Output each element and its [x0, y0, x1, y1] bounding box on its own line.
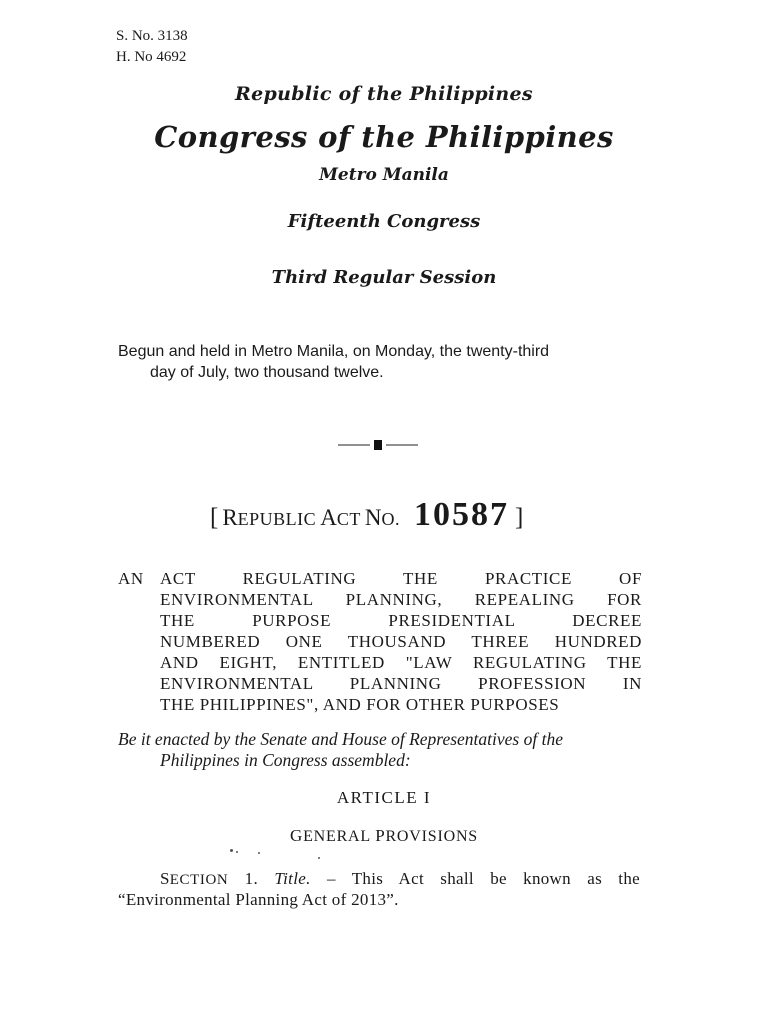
ra-label-r: R	[222, 505, 238, 530]
article-subheading	[0, 826, 768, 846]
ornament-divider-icon	[334, 438, 422, 452]
scan-speck	[230, 849, 233, 852]
senate-bill-number: S. No. 3138	[116, 28, 188, 44]
subheading-cap-p: P	[375, 826, 386, 845]
scan-speck	[258, 852, 260, 854]
act-title-line: ENVIRONMENTAL PLANNING, REPEALING FOR	[160, 590, 642, 609]
article-heading: ARTICLE I	[336, 788, 432, 807]
act-title-line: ACT REGULATING THE PRACTICE OF	[160, 569, 642, 588]
act-title	[160, 568, 642, 715]
republic-act-number: 10587	[413, 496, 509, 533]
congress-heading: Congress of the Philippines	[154, 120, 614, 154]
subheading-rovisions: ROVISIONS	[385, 828, 478, 845]
ra-label-a: A	[320, 505, 337, 530]
section-1-line-2: “Environmental Planning Act of 2013”.	[118, 890, 399, 909]
section-text: – This Act shall be known as the	[326, 869, 640, 888]
section-label-cap: S	[160, 869, 170, 888]
ra-label-epublic: EPUBLIC	[237, 509, 317, 529]
ra-label-n: N	[364, 505, 382, 530]
scan-speck	[236, 851, 238, 853]
act-title-line: ENVIRONMENTAL PLANNING PROFESSION IN	[160, 674, 642, 693]
act-title-line: THE PHILIPPINES", AND FOR OTHER PURPOSES	[160, 695, 560, 714]
congress-number-heading: Fifteenth Congress	[287, 211, 481, 232]
opening-line-2: day of July, two thousand twelve.	[150, 364, 384, 381]
ra-label-ct: CT	[336, 509, 361, 529]
bracket-open: [	[210, 504, 219, 531]
act-title-line: NUMBERED ONE THOUSAND THREE HUNDRED	[160, 632, 642, 651]
scan-speck	[318, 857, 320, 859]
section-heading: Title.	[274, 869, 311, 888]
act-title-line: AND EIGHT, ENTITLED "LAW REGULATING THE	[160, 653, 642, 672]
subheading-eneral: ENERAL	[303, 828, 376, 845]
session-heading: Third Regular Session	[271, 267, 497, 288]
enacting-clause-line-1: Be it enacted by the Senate and House of Representatives of the	[118, 729, 563, 749]
subheading-cap-g: G	[290, 826, 304, 845]
house-bill-number: H. No 4692	[116, 49, 187, 65]
enacting-clause-line-2: Philippines in Congress assembled:	[160, 750, 411, 770]
opening-line-1: Begun and held in Metro Manila, on Monday, the twenty-third	[118, 343, 550, 360]
section-number: 1.	[244, 869, 259, 888]
act-title-line: THE PURPOSE PRESIDENTIAL DECREE	[160, 611, 642, 630]
section-label-rest: ECTION	[169, 872, 229, 888]
republic-act-number-line	[210, 496, 523, 534]
act-title-prefix: AN	[118, 569, 144, 588]
bracket-close: ]	[514, 504, 524, 531]
location-heading: Metro Manila	[319, 165, 449, 185]
ra-label-o: O.	[381, 509, 400, 529]
section-1-line-1	[160, 868, 640, 891]
republic-heading: Republic of the Philippines	[235, 83, 533, 105]
